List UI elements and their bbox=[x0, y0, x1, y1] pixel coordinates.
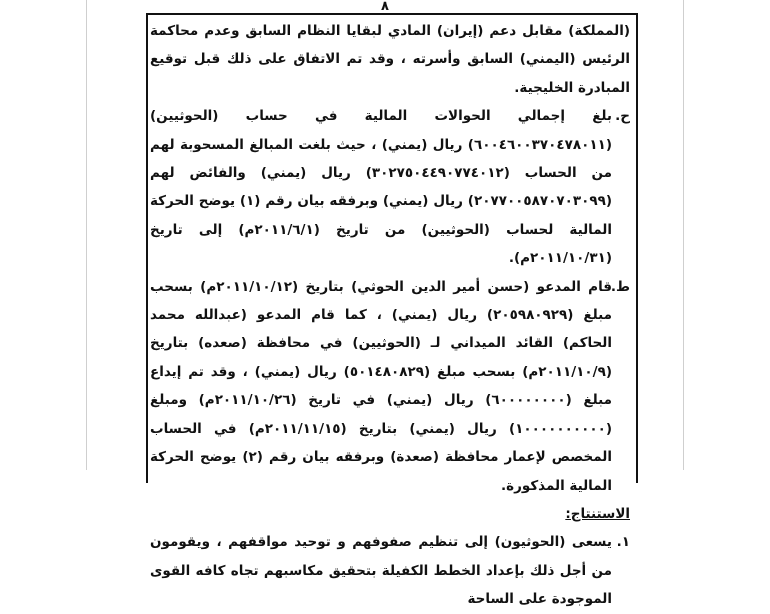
list-item-text: بلغ إجمالي الحوالات المالية في حساب (الحوثيين) (٦٠٠٤٦٠٠٣٧٠٤٧٨٠١١) ريال (يمني) ، حيث بلغت المبالغ المسحوبة لهم من الحساب (٣٠٢٧٥٠٤٤٩٠٧٧٤٠١٢) ريال (يمني) والفائض لهم (٢٠٧٧٠٠٥٨٧٠٧٠٣٠٩٩) ريال (يمني) وبرفقه بيان رقم (١) يوضح الحركة المالية لحساب (الحوثيين) من تاريخ (٢٠١١/٦/١م) إلى تاريخ (٢٠١١/١٠/٣١م). bbox=[150, 108, 613, 267]
page-number: ٨ bbox=[381, 0, 389, 14]
conclusion-heading: الاستنتاج: bbox=[565, 505, 630, 522]
list-item-marker: ط. bbox=[610, 278, 630, 295]
list-item-text: قام المدعو (حسن أمير الدين الحوثي) بتاريخ (٢٠١١/١٠/١٢م) بسحب مبلغ (٢٠٥٩٨٠٩٢٩) ريال (يمني) ، كما قام المدعو (عبدالله محمد الحاكم) القائد الميداني لـ (الحوثيين) في محافظة (صعده) بتاريخ (٢٠١١/١٠/٩م) بسحب مبلغ (٥٠١٤٨٠٨٢٩) ريال (يمني) ، وقد تم إيداع مبلغ (٦٠٠٠٠٠٠٠٠) ريال (يمني) في تاريخ (٢٠١١/١٠/٢٦م) ومبلغ (١٠٠٠٠٠٠٠٠٠٠) ريال (يمني) بتاريخ (٢٠١١/١١/١٥م) في الحساب المخصص لإعمار محافظة (صعدة) وبرفقه بيان رقم (٢) يوضح الحركة المالية المذكورة. bbox=[150, 278, 613, 494]
list-item-marker: ح. bbox=[615, 108, 630, 125]
page-edge-left bbox=[86, 0, 87, 470]
intro-paragraph: (المملكة) مقابل دعم (إيران) المادي لبقايا النظام السابق وعدم محاكمة الرئيس (اليمني) السابق وأسرته ، وقد تم الاتفاق على ذلك قبل توقيع المبادرة الخليجية. bbox=[150, 23, 630, 96]
conclusion-item bbox=[150, 528, 630, 613]
list-item-marker: ١. bbox=[616, 534, 630, 551]
page-edge-right bbox=[683, 0, 684, 470]
list-item-ta bbox=[150, 273, 630, 500]
list-item-ha bbox=[150, 102, 630, 272]
list-item-text: يسعى (الحوثيون) إلى تنظيم صفوفهم و توحيد مواقفهم ، ويقومون من أجل ذلك بإعداد الخطط الكفيلة بتحقيق مكاسبهم تجاه كافه القوى الموجودة على الساحة bbox=[150, 534, 612, 608]
document-body bbox=[150, 17, 630, 614]
